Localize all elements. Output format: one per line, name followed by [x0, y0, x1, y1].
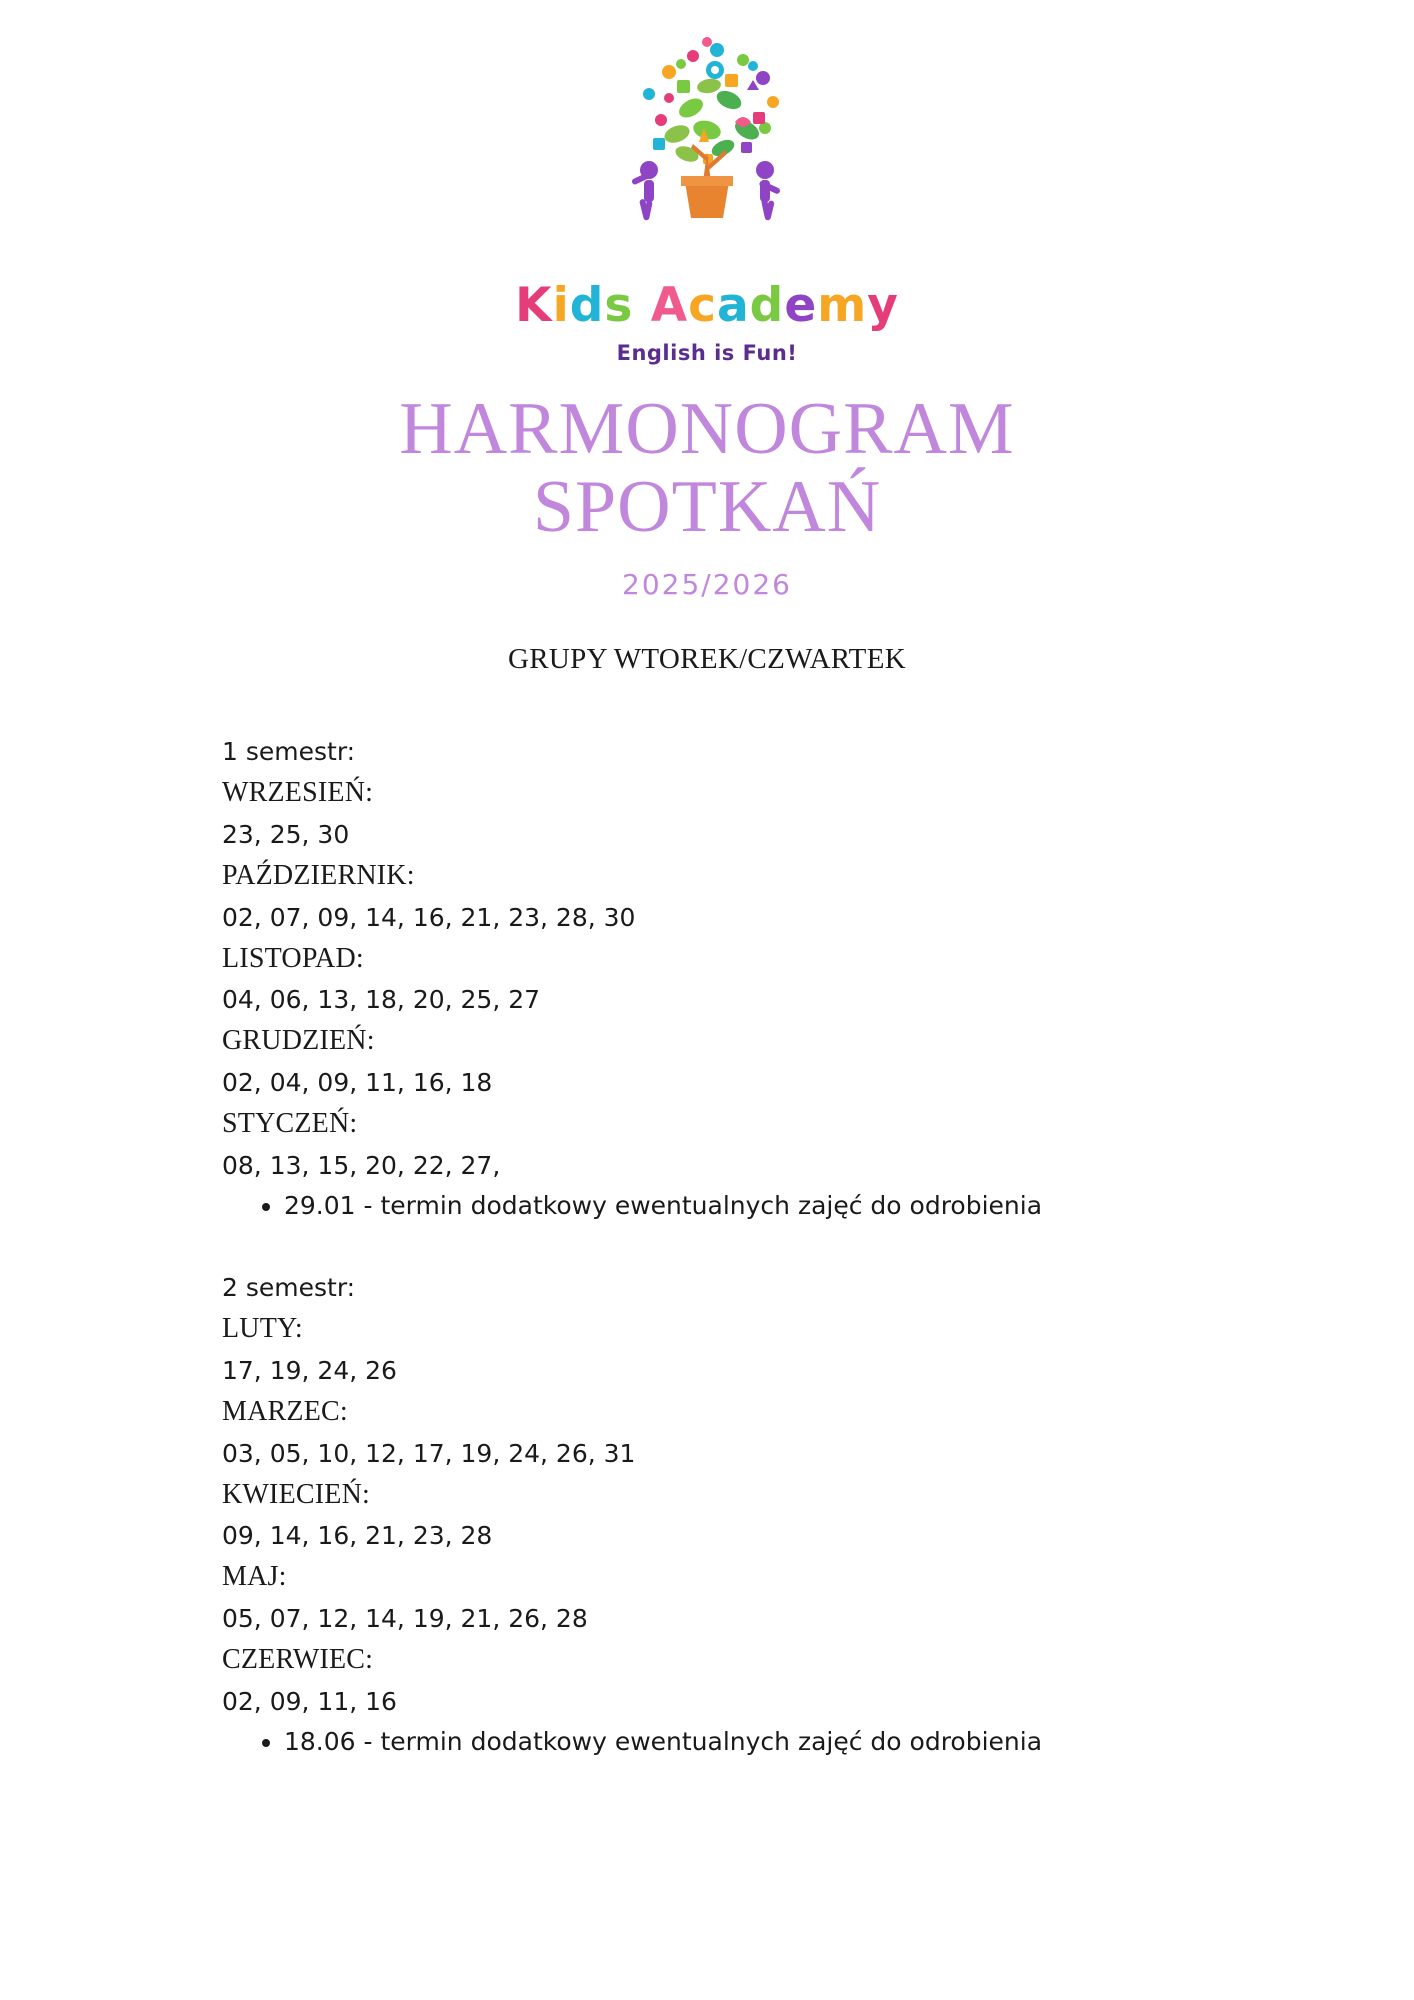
logo-letter-m: m	[817, 278, 868, 333]
month-dates: 02, 04, 09, 11, 16, 18	[222, 1068, 493, 1098]
month-dates: 02, 07, 09, 14, 16, 21, 23, 28, 30	[222, 902, 636, 932]
semester-label: 2 semestr:	[222, 1273, 356, 1303]
logo	[222, 0, 1192, 365]
month-name: MAJ:	[222, 1561, 287, 1593]
month-dates: 05, 07, 12, 14, 19, 21, 26, 28	[222, 1603, 588, 1633]
note-item: • 18.06 - termin dodatkowy ewentualnych zajęć do odrobienia	[284, 1723, 1192, 1761]
semester-notes	[222, 1723, 1192, 1761]
note-item: • 29.01 - termin dodatkowy ewentualnych zajęć do odrobienia	[284, 1187, 1192, 1225]
month-name: STYCZEŃ:	[222, 1108, 358, 1140]
month-dates: 17, 19, 24, 26	[222, 1355, 397, 1385]
school-year: 2025/2026	[622, 568, 792, 602]
month-name: GRUDZIEŃ:	[222, 1025, 375, 1057]
logo-letter-a2: a	[716, 278, 750, 333]
tree-logo-icon	[557, 34, 857, 284]
month-dates: 08, 13, 15, 20, 22, 27,	[222, 1150, 501, 1180]
logo-letter-e: e	[784, 278, 818, 333]
page-title: HARMONOGRAM SPOTKAŃ	[399, 388, 1015, 548]
month-name: CZERWIEC:	[222, 1643, 374, 1675]
month-dates: 02, 09, 11, 16	[222, 1686, 397, 1716]
group-label: GRUPY WTOREK/CZWARTEK	[508, 643, 906, 676]
month-name: LUTY:	[222, 1313, 303, 1345]
logo-tagline: English is Fun!	[616, 341, 798, 365]
month-dates: 23, 25, 30	[222, 820, 350, 850]
month-name: MARZEC:	[222, 1395, 348, 1427]
semester-label: 1 semestr:	[222, 737, 356, 767]
month-name: PAŹDZIERNIK:	[222, 860, 415, 892]
schedule-body	[222, 732, 1192, 1760]
logo-letter-y: y	[867, 278, 899, 333]
logo-letter-i: i	[552, 278, 570, 333]
semester-notes	[222, 1187, 1192, 1225]
month-dates: 09, 14, 16, 21, 23, 28	[222, 1521, 493, 1551]
logo-letter-k: K	[515, 278, 553, 333]
logo-wordmark	[515, 278, 899, 333]
logo-letter-c: c	[688, 278, 717, 333]
month-name: LISTOPAD:	[222, 942, 364, 974]
month-name: KWIECIEŃ:	[222, 1478, 370, 1510]
month-dates: 04, 06, 13, 18, 20, 25, 27	[222, 985, 541, 1015]
semester-block	[222, 732, 1192, 1224]
month-dates: 03, 05, 10, 12, 17, 19, 24, 26, 31	[222, 1438, 636, 1468]
logo-letter-a1: A	[650, 278, 689, 333]
semester-block	[222, 1268, 1192, 1760]
logo-letter-d2: d	[749, 278, 785, 333]
logo-letter-s: s	[604, 278, 634, 333]
month-name: WRZESIEŃ:	[222, 777, 374, 809]
logo-letter-d: d	[569, 278, 605, 333]
spacer	[222, 1224, 1192, 1268]
